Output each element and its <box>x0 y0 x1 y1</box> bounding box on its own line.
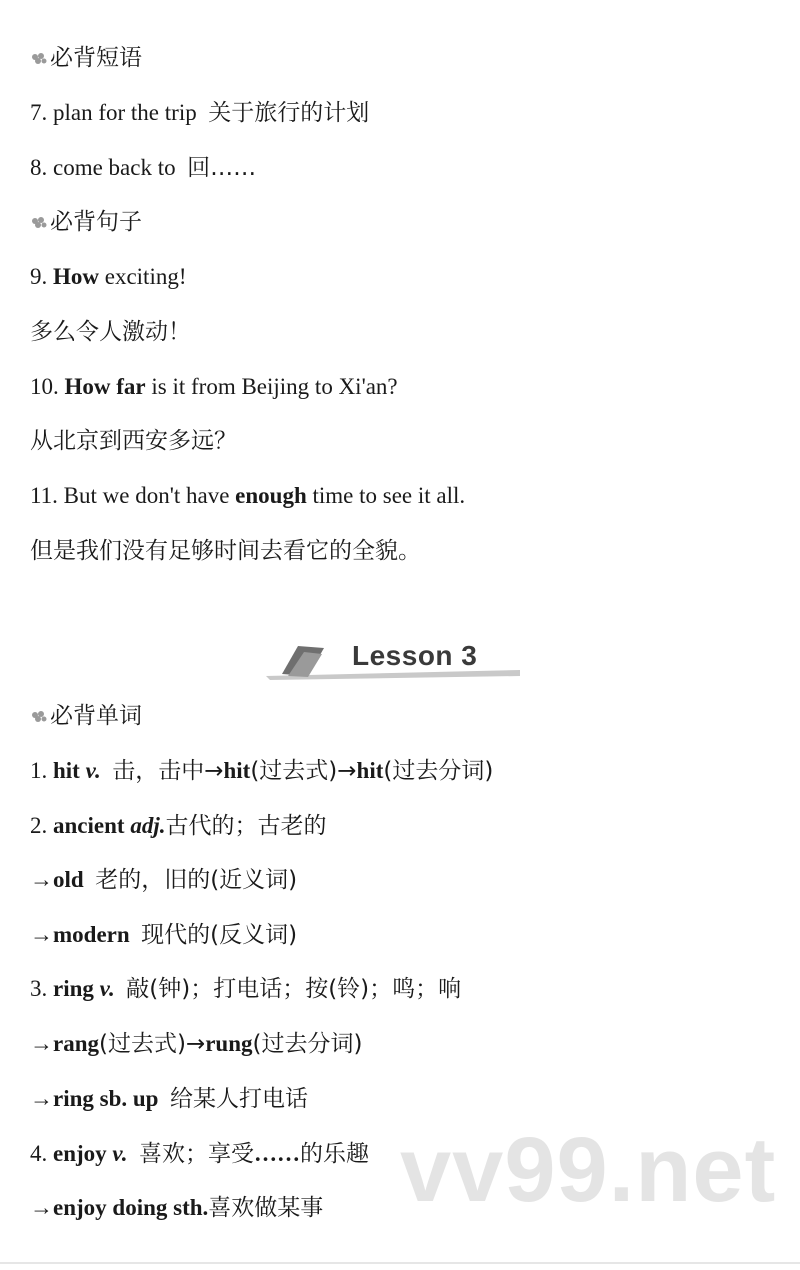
flower-icon <box>30 216 48 230</box>
phrase-item-7: 7. plan for the trip 关于旅行的计划 <box>30 100 370 126</box>
sentence-translation-9: 多么令人激动！ <box>30 319 191 345</box>
word-item-1: 1. hit v. 击，击中→hit(过去式)→hit(过去分词) <box>30 758 494 784</box>
section-heading-phrases <box>30 42 780 74</box>
word-item-2-synonym: →old 老的，旧的(近义词) <box>30 867 298 893</box>
section-heading-words <box>30 700 780 732</box>
sentence-translation-10: 从北京到西安多远？ <box>30 428 237 454</box>
word-item-3-phrase: →ring sb. up 给某人打电话 <box>30 1086 308 1112</box>
watermark: vv99.net <box>400 1119 777 1221</box>
section-heading-sentences <box>30 206 780 238</box>
section-heading-label: 必背句子 <box>50 209 142 235</box>
word-item-4: 4. enjoy v. 喜欢；享受……的乐趣 <box>30 1141 370 1167</box>
phrase-item-8: 8. come back to 回…… <box>30 155 257 181</box>
lesson-banner <box>262 636 520 682</box>
flower-icon <box>30 710 48 724</box>
sentence-item-9: 9. How exciting! <box>30 264 187 289</box>
word-item-3-forms: →rang(过去式)→rung(过去分词) <box>30 1031 363 1057</box>
word-item-3: 3. ring v. 敲(钟)；打电话；按(铃)；鸣；响 <box>30 976 462 1002</box>
sentence-item-10: 10. How far is it from Beijing to Xi'an? <box>30 374 398 399</box>
sentence-translation-11: 但是我们没有足够时间去看它的全貌。 <box>30 538 421 564</box>
sentence-item-11: 11. But we don't have enough time to see it all. <box>30 483 466 508</box>
word-item-2-antonym: →modern 现代的(反义词) <box>30 922 298 948</box>
section-heading-label: 必背短语 <box>50 45 142 71</box>
word-item-4-phrase: →enjoy doing sth.喜欢做某事 <box>30 1195 324 1221</box>
bottom-divider <box>0 1262 800 1264</box>
section-heading-label: 必背单词 <box>50 703 142 729</box>
flower-icon <box>30 52 48 66</box>
lesson-title: Lesson 3 <box>352 640 478 671</box>
word-item-2: 2. ancient adj.古代的；古老的 <box>30 813 327 839</box>
